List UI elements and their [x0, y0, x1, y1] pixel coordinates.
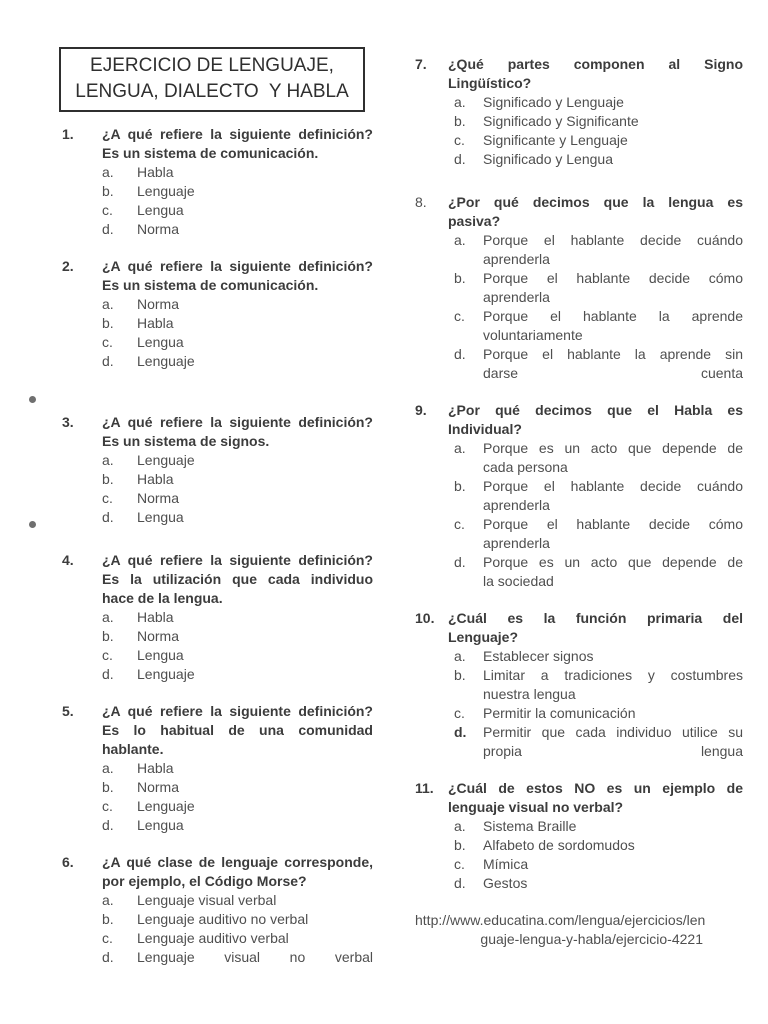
option-letter: a.	[454, 232, 466, 248]
question-7	[415, 55, 743, 169]
option-text	[483, 307, 743, 345]
answer-option	[448, 345, 743, 383]
answer-option	[102, 627, 373, 646]
option-text	[137, 163, 373, 182]
option-letter: b.	[454, 837, 466, 853]
question-body	[448, 779, 743, 893]
option-letter: a.	[102, 296, 114, 312]
option-text-line: darse cuenta	[483, 365, 743, 381]
option-text	[483, 477, 743, 515]
option-text-line: Habla	[137, 315, 174, 331]
question-text-line: ¿A qué refiere la siguiente definición?	[102, 703, 373, 719]
option-text-line: cada persona	[483, 459, 568, 475]
option-text-line: Lenguaje	[137, 452, 195, 468]
option-letter: c.	[102, 798, 113, 814]
option-letter: d.	[454, 554, 466, 570]
question-number: 3.	[62, 414, 74, 430]
answer-option	[102, 201, 373, 220]
option-text-line: Significado y Lenguaje	[483, 94, 624, 110]
answer-option	[102, 489, 373, 508]
option-text-line: Lenguaje visual verbal	[137, 892, 277, 908]
options-list	[102, 295, 373, 371]
option-text	[483, 93, 743, 112]
options-list	[448, 817, 743, 893]
option-text-line: Lengua	[137, 509, 184, 525]
option-text	[483, 150, 743, 169]
answer-option	[102, 508, 373, 527]
question-text	[102, 702, 373, 759]
option-letter: c.	[102, 930, 113, 946]
option-letter: d.	[454, 151, 466, 167]
option-letter: b.	[102, 911, 114, 927]
question-text-line: Lingüístico?	[448, 75, 532, 91]
question-text-line: por ejemplo, el Código Morse?	[102, 873, 307, 889]
question-9	[415, 401, 743, 591]
answer-option	[448, 477, 743, 515]
answer-option	[102, 816, 373, 835]
option-text	[483, 817, 743, 836]
option-text	[137, 797, 373, 816]
option-letter: c.	[454, 705, 465, 721]
questions-column-left	[62, 125, 373, 985]
answer-option	[448, 836, 743, 855]
question-11	[415, 779, 743, 893]
option-text	[137, 182, 373, 201]
options-list	[102, 759, 373, 835]
answer-option	[102, 182, 373, 201]
option-text	[137, 948, 373, 967]
question-body	[102, 125, 373, 239]
option-text	[137, 352, 373, 371]
option-text-line: voluntariamente	[483, 327, 583, 343]
question-number: 6.	[62, 854, 74, 870]
question-body	[102, 257, 373, 371]
option-text	[483, 269, 743, 307]
answer-option	[448, 231, 743, 269]
question-text	[102, 853, 373, 891]
source-url-line: http://www.educatina.com/lengua/ejercicios/len	[415, 912, 706, 928]
answer-option	[102, 314, 373, 333]
answer-option	[102, 163, 373, 182]
question-text-line: Es un sistema de comunicación.	[102, 145, 319, 161]
option-text-line: Lengua	[137, 202, 184, 218]
option-text	[483, 553, 743, 591]
document-title-line: EJERCICIO DE LENGUAJE,	[90, 55, 334, 76]
answer-option	[102, 759, 373, 778]
answer-option	[448, 515, 743, 553]
option-text-line: Lenguaje	[137, 183, 195, 199]
option-text-line: Lengua	[137, 817, 184, 833]
question-text-line: ¿A qué refiere la siguiente definición?	[102, 552, 373, 568]
question-body	[448, 401, 743, 591]
answer-option	[102, 352, 373, 371]
option-text	[137, 470, 373, 489]
option-text	[137, 929, 373, 948]
question-text-line: Lenguaje?	[448, 629, 519, 645]
option-text-line: Sistema Braille	[483, 818, 577, 834]
question-text-line: ¿Cuál de estos NO es un ejemplo de	[448, 780, 743, 796]
option-text-line: Significado y Lengua	[483, 151, 613, 167]
option-text-line: Porque es un acto que depende de	[483, 554, 743, 570]
answer-option	[102, 948, 373, 967]
options-list	[102, 163, 373, 239]
option-text-line: Lenguaje	[137, 798, 195, 814]
option-text	[137, 451, 373, 470]
option-text	[137, 508, 373, 527]
option-letter: d.	[454, 724, 467, 740]
option-text-line: Lenguaje auditivo verbal	[137, 930, 289, 946]
option-letter: c.	[102, 647, 113, 663]
option-letter: a.	[454, 94, 466, 110]
question-number: 7.	[415, 56, 427, 72]
option-letter: c.	[102, 334, 113, 350]
question-text	[102, 551, 373, 608]
option-text-line: propia lengua	[483, 743, 743, 759]
option-text-line: nuestra lengua	[483, 686, 576, 702]
option-text-line: aprenderla	[483, 535, 550, 551]
option-text	[137, 608, 373, 627]
question-5	[62, 702, 373, 835]
question-number: 5.	[62, 703, 74, 719]
source-url-line: guaje-lengua-y-habla/ejercicio-4221	[480, 931, 703, 947]
bullet-icon	[29, 521, 36, 528]
answer-option	[448, 723, 743, 761]
question-number: 4.	[62, 552, 74, 568]
option-text-line: Norma	[137, 221, 180, 237]
option-letter: d.	[102, 817, 114, 833]
option-text	[483, 874, 743, 893]
question-body	[448, 193, 743, 383]
answer-option	[102, 665, 373, 684]
answer-option	[448, 93, 743, 112]
option-text-line: Norma	[137, 628, 180, 644]
answer-option	[102, 470, 373, 489]
question-body	[102, 702, 373, 835]
question-text	[448, 193, 743, 231]
option-letter: b.	[454, 270, 466, 286]
option-letter: b.	[454, 478, 466, 494]
option-text	[137, 665, 373, 684]
option-letter: b.	[454, 113, 466, 129]
option-letter: d.	[102, 353, 114, 369]
question-body	[102, 853, 373, 967]
question-text-line: hablante.	[102, 741, 164, 757]
question-body	[102, 551, 373, 684]
option-text-line: Porque el hablante decide cómo	[483, 516, 743, 532]
document-title-line: LENGUA, DIALECTO Y HABLA	[75, 81, 349, 102]
question-text-line: ¿Por qué decimos que el Habla es	[448, 402, 743, 418]
option-text-line: Alfabeto de sordomudos	[483, 837, 635, 853]
option-letter: c.	[102, 490, 113, 506]
option-text-line: Lenguaje auditivo no verbal	[137, 911, 309, 927]
answer-option	[102, 778, 373, 797]
option-letter: c.	[454, 308, 465, 324]
answer-option	[448, 131, 743, 150]
option-text	[137, 489, 373, 508]
option-text-line: aprenderla	[483, 497, 550, 513]
question-number: 8.	[415, 194, 427, 210]
option-text-line: Lenguaje	[137, 666, 195, 682]
option-letter: c.	[102, 202, 113, 218]
options-list	[102, 451, 373, 527]
option-letter: d.	[102, 221, 114, 237]
option-text	[137, 816, 373, 835]
question-8	[415, 193, 743, 383]
answer-option	[102, 333, 373, 352]
option-letter: d.	[102, 666, 114, 682]
option-text	[137, 295, 373, 314]
option-text-line: Habla	[137, 471, 174, 487]
question-text-line: hace de la lengua.	[102, 590, 223, 606]
option-letter: b.	[102, 315, 114, 331]
option-letter: d.	[102, 509, 114, 525]
answer-option	[448, 855, 743, 874]
question-text	[448, 779, 743, 817]
answer-option	[102, 451, 373, 470]
option-text	[483, 345, 743, 383]
options-list	[448, 439, 743, 591]
answer-option	[448, 112, 743, 131]
options-list	[448, 93, 743, 169]
option-letter: c.	[454, 516, 465, 532]
option-text	[483, 131, 743, 150]
option-text	[483, 647, 743, 666]
question-1	[62, 125, 373, 239]
option-text	[137, 333, 373, 352]
question-text-line: ¿Por qué decimos que la lengua es	[448, 194, 743, 210]
question-text-line: ¿A qué refiere la siguiente definición?	[102, 258, 373, 274]
option-letter: a.	[102, 164, 114, 180]
options-list	[102, 608, 373, 684]
question-body	[102, 413, 373, 527]
option-text-line: la sociedad	[483, 573, 554, 589]
option-text	[137, 314, 373, 333]
option-text	[137, 646, 373, 665]
questions-column-right	[415, 55, 743, 949]
option-text-line: Lengua	[137, 334, 184, 350]
question-text	[448, 55, 743, 93]
option-text-line: Establecer signos	[483, 648, 594, 664]
option-letter: c.	[454, 856, 465, 872]
question-text-line: ¿A qué refiere la siguiente definición?	[102, 126, 373, 142]
option-text-line: Significante y Lenguaje	[483, 132, 628, 148]
answer-option	[102, 929, 373, 948]
option-text-line: Porque el hablante la aprende	[483, 308, 743, 324]
answer-option	[448, 666, 743, 704]
option-text-line: Habla	[137, 609, 174, 625]
option-letter: a.	[454, 440, 466, 456]
question-text-line: ¿A qué clase de lenguaje corresponde,	[102, 854, 373, 870]
question-text-line: Individual?	[448, 421, 522, 437]
option-text-line: Limitar a tradiciones y costumbres	[483, 667, 743, 683]
option-letter: a.	[102, 760, 114, 776]
answer-option	[448, 874, 743, 893]
answer-option	[448, 439, 743, 477]
option-text	[137, 627, 373, 646]
question-6	[62, 853, 373, 967]
question-number: 10.	[415, 610, 435, 626]
answer-option	[448, 553, 743, 591]
option-text-line: Lenguaje visual no verbal	[137, 949, 373, 965]
option-text	[483, 836, 743, 855]
option-text-line: Porque el hablante decide cuándo	[483, 232, 743, 248]
option-text-line: Porque el hablante decide cuándo	[483, 478, 743, 494]
option-text	[137, 220, 373, 239]
answer-option	[448, 817, 743, 836]
option-letter: c.	[454, 132, 465, 148]
option-text	[483, 231, 743, 269]
answer-option	[102, 608, 373, 627]
question-text-line: ¿Cuál es la función primaria del	[448, 610, 743, 626]
option-text-line: Mímica	[483, 856, 529, 872]
option-text-line: Permitir que cada individuo utilice su	[483, 724, 743, 740]
option-text	[137, 201, 373, 220]
answer-option	[102, 220, 373, 239]
source-url	[415, 911, 743, 949]
document-title-box	[59, 47, 365, 112]
question-number: 1.	[62, 126, 74, 142]
question-text-line: pasiva?	[448, 213, 501, 229]
option-text-line: Norma	[137, 779, 180, 795]
answer-option	[448, 150, 743, 169]
option-text	[137, 910, 373, 929]
question-2	[62, 257, 373, 371]
option-text-line: Habla	[137, 164, 174, 180]
question-3	[62, 413, 373, 527]
option-text-line: Norma	[137, 296, 180, 312]
option-text-line: Norma	[137, 490, 180, 506]
answer-option	[448, 647, 743, 666]
option-letter: b.	[102, 779, 114, 795]
question-text-line: Es un sistema de signos.	[102, 433, 270, 449]
option-text	[483, 666, 743, 704]
option-text-line: Habla	[137, 760, 174, 776]
option-text	[483, 112, 743, 131]
option-letter: a.	[454, 648, 466, 664]
question-number: 2.	[62, 258, 74, 274]
question-text-line: Es lo habitual de una comunidad	[102, 722, 373, 738]
answer-option	[102, 891, 373, 910]
option-text	[483, 439, 743, 477]
answer-option	[102, 295, 373, 314]
option-letter: b.	[102, 471, 114, 487]
option-text-line: Permitir la comunicación	[483, 705, 636, 721]
answer-option	[102, 646, 373, 665]
question-4	[62, 551, 373, 684]
option-text	[483, 855, 743, 874]
option-letter: b.	[102, 628, 114, 644]
option-text	[483, 704, 743, 723]
option-text	[137, 891, 373, 910]
option-letter: d.	[102, 949, 114, 965]
option-text-line: Porque es un acto que depende de	[483, 440, 743, 456]
option-text	[483, 723, 743, 761]
option-letter: b.	[102, 183, 114, 199]
options-list	[448, 231, 743, 383]
options-list	[448, 647, 743, 761]
question-text	[448, 401, 743, 439]
answer-option	[448, 269, 743, 307]
question-text-line: ¿Qué partes componen al Signo	[448, 56, 743, 72]
option-letter: b.	[454, 667, 466, 683]
options-list	[102, 891, 373, 967]
option-text-line: Gestos	[483, 875, 528, 891]
option-text-line: aprenderla	[483, 289, 550, 305]
question-body	[448, 609, 743, 761]
option-text-line: aprenderla	[483, 251, 550, 267]
option-letter: d.	[454, 875, 466, 891]
option-text-line: Lengua	[137, 647, 184, 663]
question-10	[415, 609, 743, 761]
question-text-line: lenguaje visual no verbal?	[448, 799, 624, 815]
option-text-line: Porque el hablante decide cómo	[483, 270, 743, 286]
option-letter: a.	[454, 818, 466, 834]
option-text	[137, 759, 373, 778]
answer-option	[102, 910, 373, 929]
question-text-line: Es la utilización que cada individuo	[102, 571, 373, 587]
option-text	[483, 515, 743, 553]
option-text	[137, 778, 373, 797]
question-text	[448, 609, 743, 647]
option-text-line: Porque el hablante la aprende sin	[483, 346, 743, 362]
bullet-icon	[29, 396, 36, 403]
option-letter: d.	[454, 346, 466, 362]
question-text-line: ¿A qué refiere la siguiente definición?	[102, 414, 373, 430]
answer-option	[448, 307, 743, 345]
question-text-line: Es un sistema de comunicación.	[102, 277, 319, 293]
option-text-line: Lenguaje	[137, 353, 195, 369]
question-body	[448, 55, 743, 169]
option-letter: a.	[102, 452, 114, 468]
question-number: 9.	[415, 402, 427, 418]
question-text	[102, 125, 373, 163]
question-number: 11.	[415, 780, 434, 796]
questions-list-right	[415, 55, 743, 893]
answer-option	[448, 704, 743, 723]
option-letter: a.	[102, 609, 114, 625]
question-text	[102, 413, 373, 451]
question-text	[102, 257, 373, 295]
option-text-line: Significado y Significante	[483, 113, 639, 129]
answer-option	[102, 797, 373, 816]
option-letter: a.	[102, 892, 114, 908]
